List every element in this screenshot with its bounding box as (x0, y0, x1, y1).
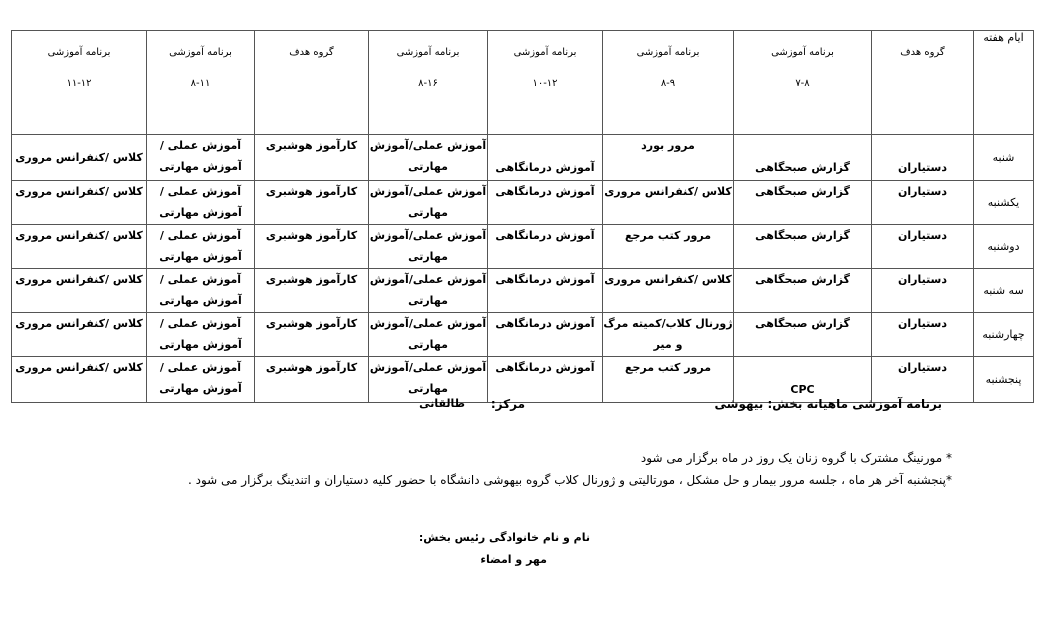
target-group-cell: دستیاران (872, 135, 974, 181)
target-group-cell: دستیاران (872, 313, 974, 357)
header-program-label: برنامه آموزشی (513, 47, 577, 58)
header-program-label: برنامه آموزشی (47, 47, 111, 58)
center-label: مرکز: (490, 397, 525, 411)
program-11-12-cell: کلاس /کنفرانس مروری (12, 269, 147, 313)
program-10-12-cell: آموزش درمانگاهی (488, 357, 603, 403)
program-10-12-cell: آموزش درمانگاهی (488, 225, 603, 269)
program-11-12-cell: کلاس /کنفرانس مروری (12, 225, 147, 269)
program-10-12-cell: آموزش درمانگاهی (488, 313, 603, 357)
program-7-8-cell: گزارش صبحگاهی (734, 269, 872, 313)
header-target-group (872, 31, 974, 135)
note-last-thursday: *پنجشنبه آخر هر ماه ، جلسه مرور بیمار و حل مشکل ، مورتالیتی و ژورنال کلاب گروه بیهوشی دانشگاه با حضور کلیه دستیاران و اتندینگ برگزار می شود . (188, 473, 952, 487)
program-8-16-cell: آموزش عملی/آموزش مهارتی (369, 225, 488, 269)
header-days: ایام هفته (974, 31, 1034, 135)
program-11-12-cell: کلاس /کنفرانس مروری (12, 313, 147, 357)
program-8-16-cell: آموزش عملی/آموزش مهارتی (369, 313, 488, 357)
header-time-range: ۱۱-۱۲ (66, 78, 92, 89)
header-target-group-2 (255, 31, 369, 135)
table-row (12, 269, 1034, 313)
header-program-8-9 (603, 31, 734, 135)
note-morning-report: * مورنینگ مشترک با گروه زنان یک روز در ماه برگزار می شود (640, 451, 952, 465)
program-11-12-cell: کلاس /کنفرانس مروری (12, 181, 147, 225)
day-cell: دوشنبه (974, 225, 1034, 269)
target-group-cell: دستیاران (872, 225, 974, 269)
header-time-range: ۸-۹ (660, 78, 676, 89)
program-8-11-cell: آموزش عملی /آموزش مهارتی (147, 357, 255, 403)
program-7-8-cell: گزارش صبحگاهی (734, 225, 872, 269)
program-8-9-cell: ژورنال کلاب/کمیته مرگ و میر (603, 313, 734, 357)
program-10-12-cell: آموزش درمانگاهی (488, 269, 603, 313)
table-row (12, 181, 1034, 225)
program-11-12-cell: کلاس /کنفرانس مروری (12, 135, 147, 181)
header-program-label: برنامه آموزشی (396, 47, 460, 58)
header-row (12, 31, 1034, 135)
program-8-16-cell: آموزش عملی/آموزش مهارتی (369, 135, 488, 181)
header-time-range: ۷-۸ (795, 78, 810, 89)
header-program-8-11 (147, 31, 255, 135)
department-name: بیهوشی (714, 397, 764, 411)
program-7-8-cell: گزارش صبحگاهی (734, 135, 872, 181)
program-11-12-cell: کلاس /کنفرانس مروری (12, 357, 147, 403)
header-time-range: ۸-۱۱ (190, 78, 211, 89)
center-name: طالقانی (419, 397, 465, 410)
program-8-9-cell: مرور کتب مرجع (603, 225, 734, 269)
department-head-label: نام و نام خانوادگی رئیس بخش: (418, 531, 590, 544)
header-program-8-16 (369, 31, 488, 135)
header-target-group-label: گروه هدف (900, 47, 945, 58)
program-8-9-cell: مرور بورد (603, 135, 734, 181)
program-label: برنامه آموزشی ماهیانه بخش: (767, 397, 942, 411)
header-program-11-12 (12, 31, 147, 135)
department-program-line (715, 397, 942, 411)
table-row (12, 135, 1034, 181)
header-program-label: برنامه آموزشی (636, 47, 700, 58)
header-program-label: برنامه آموزشی (771, 47, 834, 58)
program-8-16-cell: آموزش عملی/آموزش مهارتی (369, 181, 488, 225)
program-8-9-cell: مرور کتب مرجع (603, 357, 734, 403)
header-time-range: ۱۰-۱۲ (532, 78, 558, 89)
header-program-10-12 (488, 31, 603, 135)
table-row (12, 225, 1034, 269)
header-time-range: ۸-۱۶ (418, 78, 438, 89)
day-cell: شنبه (974, 135, 1034, 181)
table-row (12, 313, 1034, 357)
target-group-2-cell: کارآموز هوشبری (255, 269, 369, 313)
day-cell: یکشنبه (974, 181, 1034, 225)
program-8-9-cell: کلاس /کنفرانس مروری (603, 181, 734, 225)
program-7-8-cell: گزارش صبحگاهی (734, 181, 872, 225)
program-10-12-cell: آموزش درمانگاهی (488, 135, 603, 181)
program-8-11-cell: آموزش عملی /آموزش مهارتی (147, 225, 255, 269)
program-8-11-cell: آموزش عملی /آموزش مهارتی (147, 313, 255, 357)
program-7-8-cell: گزارش صبحگاهی (734, 313, 872, 357)
program-8-16-cell: آموزش عملی/آموزش مهارتی (369, 269, 488, 313)
day-cell: پنجشنبه (974, 357, 1034, 403)
target-group-cell: دستیاران (872, 181, 974, 225)
program-10-12-cell: آموزش درمانگاهی (488, 181, 603, 225)
target-group-2-cell: کارآموز هوشبری (255, 357, 369, 403)
program-7-8-cell: CPC (734, 357, 872, 403)
schedule-table (11, 30, 1034, 403)
program-8-11-cell: آموزش عملی /آموزش مهارتی (147, 181, 255, 225)
header-target-group-label: گروه هدف (289, 47, 334, 58)
target-group-2-cell: کارآموز هوشبری (255, 225, 369, 269)
program-8-9-cell: کلاس /کنفرانس مروری (603, 269, 734, 313)
day-cell: چهارشنبه (974, 313, 1034, 357)
header-program-7-8 (734, 31, 872, 135)
target-group-2-cell: کارآموز هوشبری (255, 135, 369, 181)
stamp-signature-label: مهر و امضاء (480, 553, 547, 566)
table-row (12, 357, 1034, 403)
program-8-11-cell: آموزش عملی /آموزش مهارتی (147, 135, 255, 181)
target-group-cell: دستیاران (872, 357, 974, 403)
target-group-2-cell: کارآموز هوشبری (255, 313, 369, 357)
target-group-cell: دستیاران (872, 269, 974, 313)
target-group-2-cell: کارآموز هوشبری (255, 181, 369, 225)
header-program-label: برنامه آموزشی (169, 47, 232, 58)
day-cell: سه شنبه (974, 269, 1034, 313)
program-8-16-cell: آموزش عملی/آموزش مهارتی (369, 357, 488, 403)
program-8-11-cell: آموزش عملی /آموزش مهارتی (147, 269, 255, 313)
